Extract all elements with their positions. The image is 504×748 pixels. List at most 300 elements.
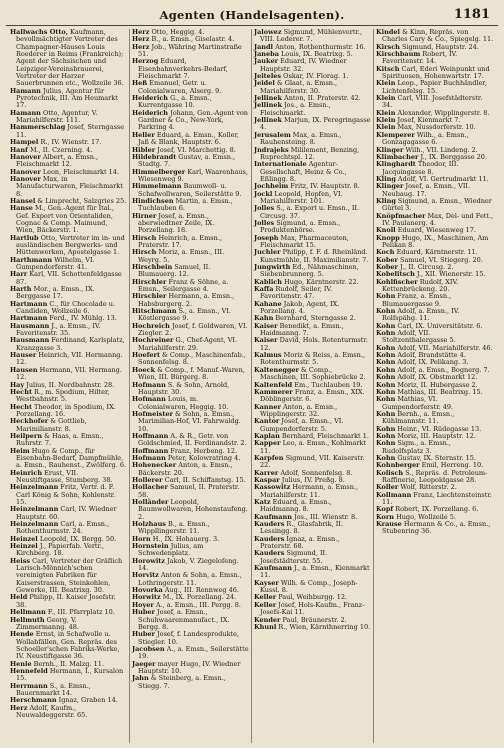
entry-details: & Steinberg, a. Emsn., Stiegg. 7. <box>138 674 226 690</box>
directory-entry <box>376 279 494 294</box>
directory-entry <box>10 705 127 720</box>
entry-details: Hugo, IX., Maschinen, Am Pelikan 8. <box>382 233 489 249</box>
directory-entry <box>254 404 371 419</box>
entry-name: Heim <box>10 446 30 455</box>
entry-name: Jellinek <box>254 116 282 125</box>
directory-entry <box>132 572 249 587</box>
entry-name: Hollerer <box>132 475 163 484</box>
directory-entry <box>10 558 127 595</box>
directory-entry <box>10 631 127 660</box>
entry-details: Franz, a. Emsn., Blumauergasse 9. <box>382 292 452 308</box>
entry-details: Franz, a. Emsn., XIX. Döblingerstr. 6. <box>260 387 365 404</box>
directory-entry <box>132 249 249 264</box>
entry-details: Robert, IX. Porzellang. 6. <box>393 505 479 514</box>
entry-name: Jauker <box>254 57 279 66</box>
directory-entry <box>254 389 371 404</box>
directory-entry <box>254 286 371 301</box>
entry-details: Robert, IV. Favoritenstr. 14. <box>382 50 458 66</box>
entry-details: G., Chef-Agent, VI. Mariahilferstr. 29. <box>138 336 238 352</box>
entry-name: Holzhaus <box>132 520 166 529</box>
entry-details: Ernst, in Schafwolle u. Wollabfällen, Gen. Repräs. des Schoeller'schen Fabriks-Werke, IV. Neustiftgasse 36. <box>16 630 120 661</box>
entry-details: J., IX. Berggasse 20. <box>418 152 488 161</box>
entry-name: Jeidel <box>254 79 275 88</box>
entry-name: Hirschler <box>132 292 167 301</box>
entry-name: Horvitz <box>132 571 159 580</box>
directory-entry <box>132 323 249 338</box>
entry-details: Hermann & Co., a. Emsn., Stubenring 36. <box>382 520 491 536</box>
directory-entry <box>132 631 249 646</box>
entry-details: Marjun, IX. Peregringasse 4. <box>260 116 371 132</box>
entry-details: & Comp., f. Manuf.-Waren, Wien, III. Bürgerg. 8. <box>138 365 245 382</box>
entry-name: Hartlub <box>10 233 39 242</box>
entry-details: Josef, a. Emsn., VI. Gumpendorferstr. 5. <box>260 417 344 433</box>
entry-details: Adolf, Sonnenfelsg. 8. <box>278 468 353 477</box>
entry-name: Hay <box>10 380 25 389</box>
directory-entry <box>254 484 371 499</box>
entry-name: Hellmuth <box>10 615 45 624</box>
entry-details: David, Hols. Rotenturmstr. 12. <box>260 336 368 352</box>
entry-name: Juchler <box>254 248 281 257</box>
directory-entry <box>254 624 371 631</box>
directory-entry <box>132 462 249 477</box>
entry-name: Kaplan <box>254 431 280 440</box>
directory-entry <box>376 51 494 66</box>
directory-entry <box>10 271 127 286</box>
entry-details: Oskar, IV. Florag. 1. <box>281 72 349 81</box>
entry-name: Hampel <box>10 138 39 147</box>
directory-entry <box>254 301 371 316</box>
entry-name: Horwitz <box>132 593 161 602</box>
entry-details: R., Glasfabrik, II. Lessingg. 8. <box>260 520 343 536</box>
entry-name: Hofmeister <box>132 409 173 418</box>
entry-details: Sigmund, II. Josefstädterstr. 55. <box>260 549 328 565</box>
entry-details: Adolf, IX. Pelikang. 3. <box>395 358 469 367</box>
entry-details: Leopold, Baumwollwaren, Hohenstaufeng. 2. <box>138 498 248 521</box>
entry-details: A., a. Emsn., Seilerstätte 19. <box>138 644 249 661</box>
entry-name: Klinghardt <box>376 160 416 169</box>
entry-name: Himmelmann <box>132 182 182 191</box>
directory-entry <box>376 161 494 176</box>
entry-details: M., Gen.-Agent für Ital., Gef. Export von Orientaliden, Cognac & Comp. Maimund, Wien, Bäckerstr. 1. <box>16 204 114 235</box>
entry-name: Hartmann <box>10 314 48 323</box>
directory-entry <box>254 455 371 470</box>
entry-name: Jochheim <box>254 182 289 191</box>
entry-details: Carl, a. Emsn., Rothenthurmstr. 24. <box>16 520 110 536</box>
directory-entry <box>132 499 249 521</box>
entry-details: Hugo & Comp., für Eisenbahn-Bedarf, Dampfmühle, a. Emsn., Rauhenst., Zwölferg. 6. <box>16 446 127 470</box>
entry-details: Leopold, Hopfen, VI. Mariahilferstr. 101. <box>260 189 343 205</box>
entry-details: Albert, a. Emsn., Fleischmarkt 12. <box>16 152 99 169</box>
entry-details: Bernh., a. Emsn., Kühlmannstr. 11. <box>382 409 455 426</box>
entry-details: Adolf, VI. Gertrudmarkt 11. <box>395 174 489 183</box>
entry-details: Josef, f. Landesprodukte, Stiegler. 10. <box>138 630 240 646</box>
entry-details: Em., Tuchlauben 19. <box>292 380 363 389</box>
directory-entry <box>254 536 371 551</box>
entry-details: Karl, Waarenhaus, Wiesenweg 9. <box>138 167 248 183</box>
entry-details: Moriz, a. Emsn., III. Weyrg. 5. <box>138 248 225 264</box>
directory-entry <box>10 668 127 683</box>
directory-entry <box>254 161 371 183</box>
directory-entry <box>132 367 249 382</box>
entry-details: Josef, Sterngasse 11. <box>16 123 125 139</box>
entry-details: Sigmund, Mühlenvertr., VIII. Lederer. 7. <box>260 29 363 44</box>
entry-name: Hoffmann <box>132 446 169 455</box>
entry-name: Keller <box>254 600 277 609</box>
entry-name: Keller <box>254 593 277 602</box>
entry-details: Hermann, a. Emsn., Mariahilferstr. 11. <box>260 483 359 499</box>
entry-name: Kauders <box>254 520 285 529</box>
directory-entry <box>10 683 127 698</box>
entry-details: Paul, Weihburgg. 12. <box>276 593 348 602</box>
directory-entry <box>254 117 371 132</box>
entry-details: Julius, am Schwedenplatz. <box>138 542 204 558</box>
directory-entry <box>254 205 371 220</box>
entry-name: Hofmann <box>132 380 166 389</box>
entry-details: Max, a. Emsn., Rauhensteing. 8. <box>260 130 342 147</box>
entry-name: Koch <box>376 248 395 257</box>
directory-entry <box>10 389 127 404</box>
entry-details: Otto, Agentur, V. Mariahilferstr. 111. <box>16 108 98 125</box>
entry-name: Harr <box>10 270 28 279</box>
directory-entry <box>376 132 494 147</box>
entry-name: Kohn <box>376 343 396 352</box>
entry-details: Rudolf, Seiler, IV. Favoritenstr. 47. <box>260 285 333 301</box>
entry-details: Eduard, Kärntnerstr. 11. <box>394 248 478 257</box>
entry-name: Koller <box>376 483 399 492</box>
entry-details: Adolf, VII. Stoltzenthalergasse 5. <box>382 329 456 345</box>
entry-name: Jahn <box>132 674 149 683</box>
entry-details: Eduard, IV. Wiedner Hauptstr. 32. <box>260 57 347 73</box>
directory-entry <box>10 594 127 609</box>
entry-name: Hellmann <box>10 608 46 617</box>
entry-details: Max, in Manufacturwaren, Fleischmarkt 8. <box>16 174 123 198</box>
entry-details: A., a. Emsn., III. Pergg. 8. <box>153 600 241 609</box>
entry-details: & Kinn, Repräs. von Charles Cary & Co., Spiegelg. 11. <box>382 29 494 44</box>
entry-name: Klinger <box>376 182 404 191</box>
directory-entry <box>132 154 249 169</box>
entry-details: Ignaz, Graben 14. <box>56 696 118 705</box>
entry-name: Korn <box>376 512 394 521</box>
entry-name: Kohn <box>376 453 396 462</box>
directory-entry <box>132 308 249 323</box>
entry-name: Kohnberger <box>376 461 420 470</box>
entry-details: Samuel, II. Praterstr. 58. <box>138 483 240 499</box>
entry-details: Franz & Söhne, a. Emsn., Seilergasse 4. <box>138 277 229 294</box>
entry-details: J., II. Circusg. 2. <box>397 263 454 271</box>
entry-details: Ferdinand, Karlsplatz, Kranzgasse 3. <box>16 336 125 352</box>
entry-name: Hibler <box>132 145 156 154</box>
entry-name: Hitschmann <box>132 307 177 316</box>
entry-details: Fritz, Vertr. d. F. Carl König & Sohn, Kohlenstr. 15. <box>16 483 116 506</box>
entry-name: Hansel <box>10 196 36 205</box>
entry-name: Kohn <box>376 373 396 382</box>
entry-details: & Gottlieb, Marimilianstr. 8. <box>16 417 87 433</box>
entry-name: Krause <box>376 520 402 529</box>
entry-details: Johann, Gen.-Agent von Gardner & Co., New-York, Parkring 4. <box>138 108 248 132</box>
entry-details: Max, Pharmaceuten, Fleischmarkt 15. <box>260 233 349 249</box>
entry-name: Hoeck <box>132 365 156 374</box>
entry-details: Carl, Ederi Weinpunkt und Spirituosen, Hohenwartstr. 17. <box>382 64 490 81</box>
entry-name: Hohenecker <box>132 461 177 470</box>
directory-entry <box>10 235 127 257</box>
entry-details: Philipp, f. F. d. Rheinländ. Kunstmühle, II. Maximilianstr. 7. <box>260 248 369 264</box>
entry-name: Horn <box>132 534 151 543</box>
entry-details: S., a. Export u. Emsn., II. Circusg. 37. <box>260 204 360 220</box>
directory-entry <box>254 602 371 617</box>
entry-details: J., XII. Wienerstr. 15. <box>414 270 486 279</box>
entry-name: Heinzel <box>10 542 38 551</box>
entry-name: Klein <box>376 94 396 103</box>
directory-entry <box>376 521 494 536</box>
entry-details: mayer Hugo, IV. Wiedner Hauptstr. 10. <box>138 659 241 675</box>
directory-entry <box>132 411 249 433</box>
entry-details: Leopold, IX. Bergg. 50. <box>37 534 117 543</box>
header-rule <box>6 25 498 26</box>
directory-entry <box>254 418 371 433</box>
entry-details: Jos., III. Wienstr. 8. <box>291 512 358 521</box>
directory-entry <box>132 198 249 213</box>
directory-entry <box>376 470 494 485</box>
directory-entry <box>132 235 249 250</box>
entry-name: Hofmann <box>132 395 166 404</box>
directory-entry <box>376 492 494 507</box>
directory-entry <box>376 29 494 44</box>
entry-name: Hoyer <box>132 600 154 609</box>
directory-entry <box>132 382 249 397</box>
entry-name: Kohn <box>376 329 396 338</box>
entry-details: Josef, Hols-Kaufm., Franz-Josefs-Kai 11. <box>260 600 365 617</box>
entry-columns <box>8 29 498 743</box>
entry-details: Hermann, a. Emsn., Habsburgerg. 2. <box>138 292 235 308</box>
directory-entry <box>376 95 494 110</box>
entry-name: Herz <box>132 35 150 44</box>
entry-name: Hirsch <box>132 248 157 257</box>
directory-entry <box>10 205 127 234</box>
entry-details: Josef, a. Emsn., Schuhwaarenmanufact., IX. Bergg. 8. <box>138 608 230 631</box>
entry-details: Philipp, II. Kaiser Josefstr. 38. <box>16 593 116 609</box>
directory-entry <box>254 102 371 117</box>
entry-details: Georg, V. Zimmermanng. 48. <box>16 615 79 631</box>
directory-entry <box>10 521 127 536</box>
entry-details: Samuel, VI. Stiegerg. 20. <box>397 255 483 264</box>
entry-name: Kohn <box>376 395 396 404</box>
directory-entry <box>254 352 371 367</box>
entry-name: Huber <box>132 630 155 639</box>
entry-name: Jerusalem <box>254 130 291 139</box>
entry-name: Henle <box>10 659 32 668</box>
entry-name: Hanover <box>10 167 41 176</box>
entry-details: Emil, Herreng. 10. <box>419 461 484 470</box>
entry-name: Jockl <box>254 189 273 198</box>
entry-name: Hamann <box>10 86 41 95</box>
directory-entry <box>376 183 494 198</box>
entry-details: Heinrich, VII. Hermanng. 12. <box>16 351 123 367</box>
directory-entry <box>132 352 249 367</box>
entry-details: Carl, II. Schiffamtsg. 15. <box>162 475 246 484</box>
directory-entry <box>254 521 371 536</box>
entry-details: & Limprecht, Salzgries 25. <box>35 196 127 205</box>
entry-name: Heß <box>132 79 148 88</box>
entry-name: Kolisch <box>376 468 404 477</box>
entry-name: Himmelberger <box>132 167 186 176</box>
entry-name: Hoefert <box>132 351 160 360</box>
entry-name: Hirschler <box>132 277 167 286</box>
directory-entry <box>132 183 249 198</box>
entry-details: Anton & Sohn, a. Emsn., Lothringerstr. 11. <box>138 571 242 587</box>
entry-details: Eduard, a. Emsn., Haidmanng. 8. <box>260 498 332 514</box>
entry-name: Jaeger <box>132 659 156 668</box>
entry-details: Adolf, VII. Mariahilferstr. 46. <box>395 343 493 352</box>
directory-entry <box>132 521 249 536</box>
entry-details: Paul, Bräunerstr. 2. <box>280 615 347 624</box>
directory-entry <box>376 235 494 250</box>
entry-name: Janeba <box>254 50 279 59</box>
directory-entry <box>10 124 127 139</box>
entry-name: Hanse <box>10 204 33 213</box>
entry-name: Hovorka <box>132 586 163 595</box>
directory-entry <box>132 264 249 279</box>
entry-name: Kohn <box>376 292 396 301</box>
column-1 <box>8 29 130 743</box>
entry-name: Kaspar <box>254 475 280 484</box>
entry-name: Kirschbaum <box>376 50 421 59</box>
entry-name: Hausen <box>10 365 38 374</box>
entry-name: Kohn <box>376 307 396 316</box>
entry-name: Huber <box>132 608 155 617</box>
entry-details: Karl, VII. Schottenfeldgasse 87. <box>16 270 122 286</box>
entry-details: Mathias, VI. Gumpendorferstr. 49. <box>382 395 454 411</box>
entry-name: Kanner <box>254 402 281 411</box>
entry-details: Josef, a. Emsn., VII. Neubaug. 17. <box>382 182 471 198</box>
entry-details: Otto, Vertreter im in- und ausländischen Bergwerks- und Hüttenwerken, Apostelgasse 1. <box>16 233 125 257</box>
entry-name: Kohlfischer <box>376 277 418 286</box>
entry-details: R., m. Spodium, Hilter, Westbahnstr. 5. <box>16 387 110 404</box>
entry-name: Hildebrandt <box>132 152 177 161</box>
entry-details: Ferd., IV. Mühlg. 13. <box>47 314 117 323</box>
directory-entry <box>376 411 494 426</box>
entry-name: Kantor <box>254 417 280 426</box>
directory-entry <box>254 337 371 352</box>
directory-entry <box>10 323 127 338</box>
directory-entry <box>376 308 494 323</box>
entry-name: Hennefeld <box>10 666 48 675</box>
entry-details: Adolf, a. Emsn., IV. Rolfspähg. 11. <box>382 307 460 323</box>
entry-details: Louis, m. Colonialwaren, Heggig. 10. <box>138 395 229 411</box>
entry-details: Rudolf, XIV. Kettenbrückeng. 20. <box>382 277 459 294</box>
entry-details: J., a. Emsn., IV. Favoritenstr. 35. <box>16 321 101 338</box>
entry-details: Baumwoll- u. Schafwollwaren, Seilerstätte 9. <box>138 182 242 198</box>
entry-name: Kaufmann <box>254 512 292 521</box>
entry-name: Klein <box>376 123 396 132</box>
directory-entry <box>10 257 127 272</box>
directory-entry <box>10 617 127 632</box>
entry-name: Kohn <box>376 358 396 367</box>
page-header <box>0 0 504 26</box>
entry-details: Carl, IX. Universitätstr. 6. <box>395 321 483 330</box>
entry-details: C., für Chocolade u. Candiden, Wollzeile 6. <box>16 299 116 316</box>
column-4 <box>374 29 496 743</box>
entry-name: Klimbacher <box>376 152 419 161</box>
directory-entry <box>10 176 127 198</box>
directory-entry <box>10 352 127 367</box>
entry-details: Julius, IV. Preßg. 8. <box>279 475 345 484</box>
entry-name: Kaufmann <box>254 564 292 573</box>
entry-name: Kohn <box>376 409 396 418</box>
directory-entry <box>132 80 249 95</box>
entry-name: Hartmann <box>10 299 48 308</box>
entry-details: M., IX. Porzellang. 24. <box>160 593 237 602</box>
entry-name: Kaltenegger <box>254 365 299 374</box>
entry-details: Samuel, II. Blumauerg. 12. <box>138 263 211 279</box>
directory-entry <box>254 499 371 514</box>
directory-entry <box>254 550 371 565</box>
directory-entry <box>132 110 249 132</box>
entry-name: Hochreich <box>132 321 170 330</box>
directory-entry <box>10 448 127 470</box>
entry-name: Hecht <box>10 387 32 396</box>
entry-name: Kammerer <box>254 387 293 396</box>
entry-name: Hochreiner <box>132 336 174 345</box>
directory-entry <box>10 29 127 88</box>
entry-details: Otto, Heggig. 4. <box>149 29 205 36</box>
entry-details: Hermann, I., Kursalon 15. <box>16 666 124 683</box>
directory-entry <box>254 29 371 44</box>
column-3 <box>252 29 374 743</box>
entry-name: Horowitz <box>132 556 165 565</box>
entry-name: Kohn <box>376 387 396 396</box>
entry-name: Held <box>10 593 28 602</box>
directory-entry <box>254 367 371 382</box>
entry-name: Herschmann <box>10 696 57 705</box>
directory-entry <box>132 646 249 661</box>
directory-entry <box>10 470 127 485</box>
entry-details: Jakob, Agent, IX. Porzellang. 4. <box>260 299 340 316</box>
entry-name: Kassowitz <box>254 483 291 492</box>
entry-details: F., III. Pfarrplatz 10. <box>45 608 115 617</box>
entry-details: Sigmund, Hauptstr. 24. <box>399 42 479 51</box>
entry-name: Kohn <box>376 321 396 330</box>
directory-entry <box>376 80 494 95</box>
directory-entry <box>254 249 371 264</box>
entry-name: Hanf <box>10 145 28 154</box>
directory-entry <box>376 198 494 213</box>
entry-name: Kohn <box>376 431 396 440</box>
entry-name: Jalowez <box>254 29 282 36</box>
entry-details: Eduard, a. Emsn., Koller, Jaß & Blank, Hauptstr. 6. <box>138 130 239 147</box>
entry-details: Martin, a. Emsn., Tuchlauben 6. <box>138 196 233 213</box>
directory-entry <box>10 286 127 301</box>
entry-details: S. & Sohn, Arnold, Hauptstr. 30. <box>138 380 230 396</box>
directory-entry <box>10 154 127 169</box>
directory-entry <box>254 323 371 338</box>
entry-name: Hamann <box>10 108 41 117</box>
entry-name: Heiss <box>10 556 31 565</box>
entry-name: Heiderich <box>132 94 169 103</box>
directory-entry <box>10 337 127 352</box>
entry-name: Hirner <box>132 211 157 220</box>
directory-entry <box>376 293 494 308</box>
directory-entry <box>254 565 371 580</box>
entry-details: Leop., Papier Buchhändler, Lichtenfelsg. 15. <box>382 79 487 95</box>
entry-details: Wilh., VII. Lindeng. 2. <box>403 145 478 154</box>
entry-details: Adolf, IX. Obstmarkt 12. <box>395 373 478 382</box>
entry-name: Kindel <box>376 29 400 36</box>
entry-details: Franz, Liechtensteinstr. 11. <box>382 490 492 506</box>
entry-name: Kitsch <box>376 64 400 73</box>
entry-details: Sigmund, a. Emsn., Wiedner Gürtel 3. <box>382 196 492 213</box>
entry-details: Eduard, Eisenbahnverkehrs-Bedarf, Fleischmarkt 7. <box>138 57 228 81</box>
entry-name: Klemperer <box>376 130 415 139</box>
